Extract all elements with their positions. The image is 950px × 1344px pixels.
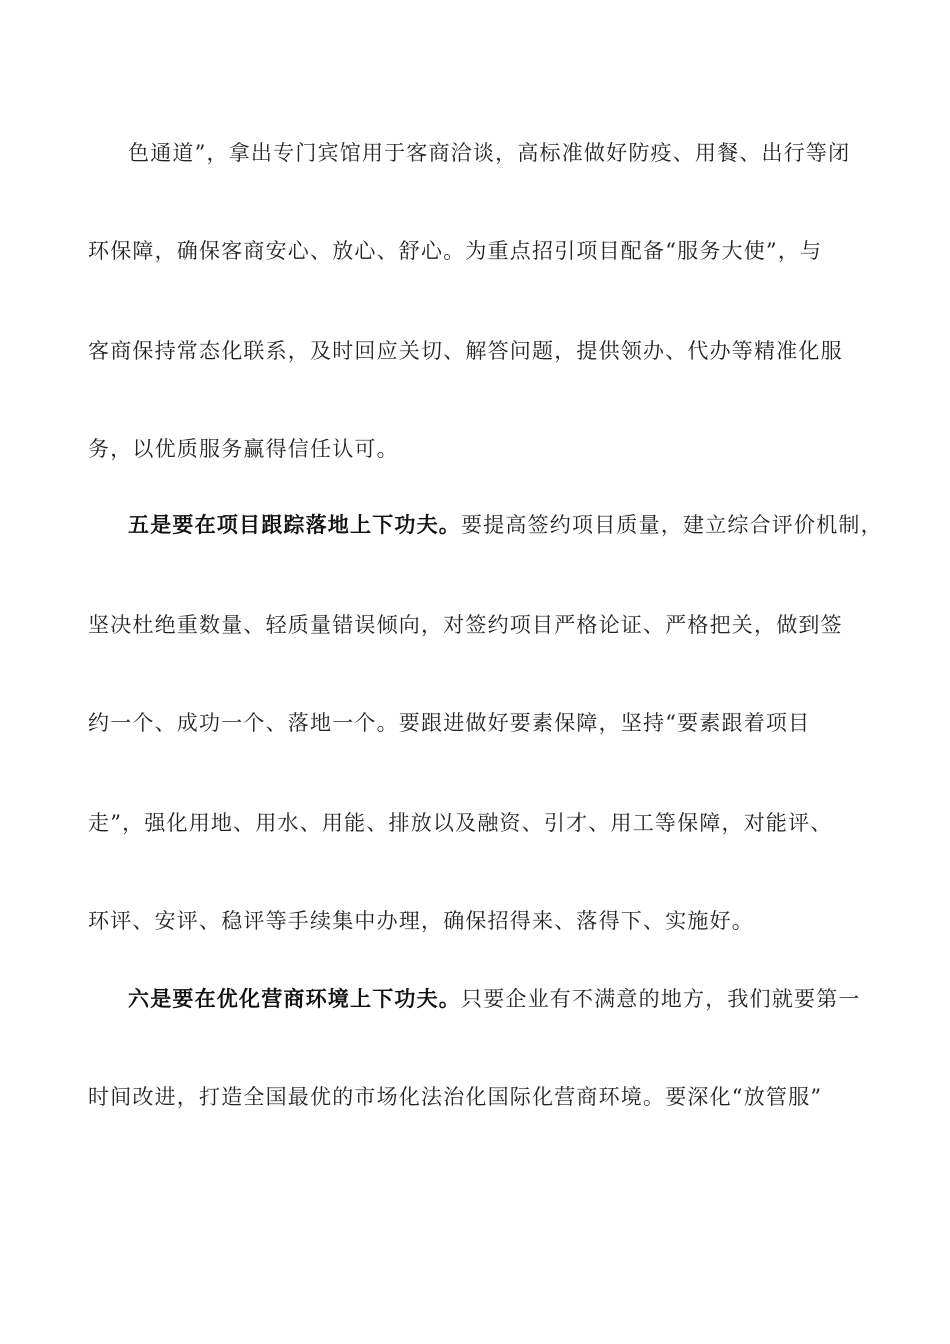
paragraph-line: 环评、安评、稳评等手续集中办理，确保招得来、落得下、实施好。 [88,909,754,933]
paragraph-line: 客商保持常态化联系，及时回应关切、解答问题，提供领办、代办等精准化服 [88,339,843,363]
paragraph-text: 要提高签约项目质量，建立综合评价机制， [461,513,883,537]
section-heading-six: 六是要在优化营商环境上下功夫。 [128,986,461,1011]
paragraph-line: 色通道”，拿出专门宾馆用于客商洽谈，高标准做好防疫、用餐、出行等闭 [128,141,851,165]
paragraph-line: 约一个、成功一个、落地一个。要跟进做好要素保障，坚持“要素跟着项目 [88,711,811,735]
paragraph-text: 只要企业有不满意的地方，我们就要第一 [461,987,861,1011]
paragraph-line: 务，以优质服务赢得信任认可。 [88,437,399,461]
paragraph-line: 时间改进，打造全国最优的市场化法治化国际化营商环境。要深化“放管服” [88,1085,823,1109]
paragraph-line: 环保障，确保客商安心、放心、舒心。为重点招引项目配备“服务大使”，与 [88,239,823,263]
paragraph-first-line [128,510,883,540]
section-heading-five: 五是要在项目跟踪落地上下功夫。 [128,512,461,537]
paragraph-line: 坚决杜绝重数量、轻质量错误倾向，对签约项目严格论证、严格把关，做到签 [88,613,843,637]
paragraph-first-line [128,984,861,1014]
paragraph-line: 走”，强化用地、用水、用能、排放以及融资、引才、用工等保障，对能评、 [88,811,833,835]
